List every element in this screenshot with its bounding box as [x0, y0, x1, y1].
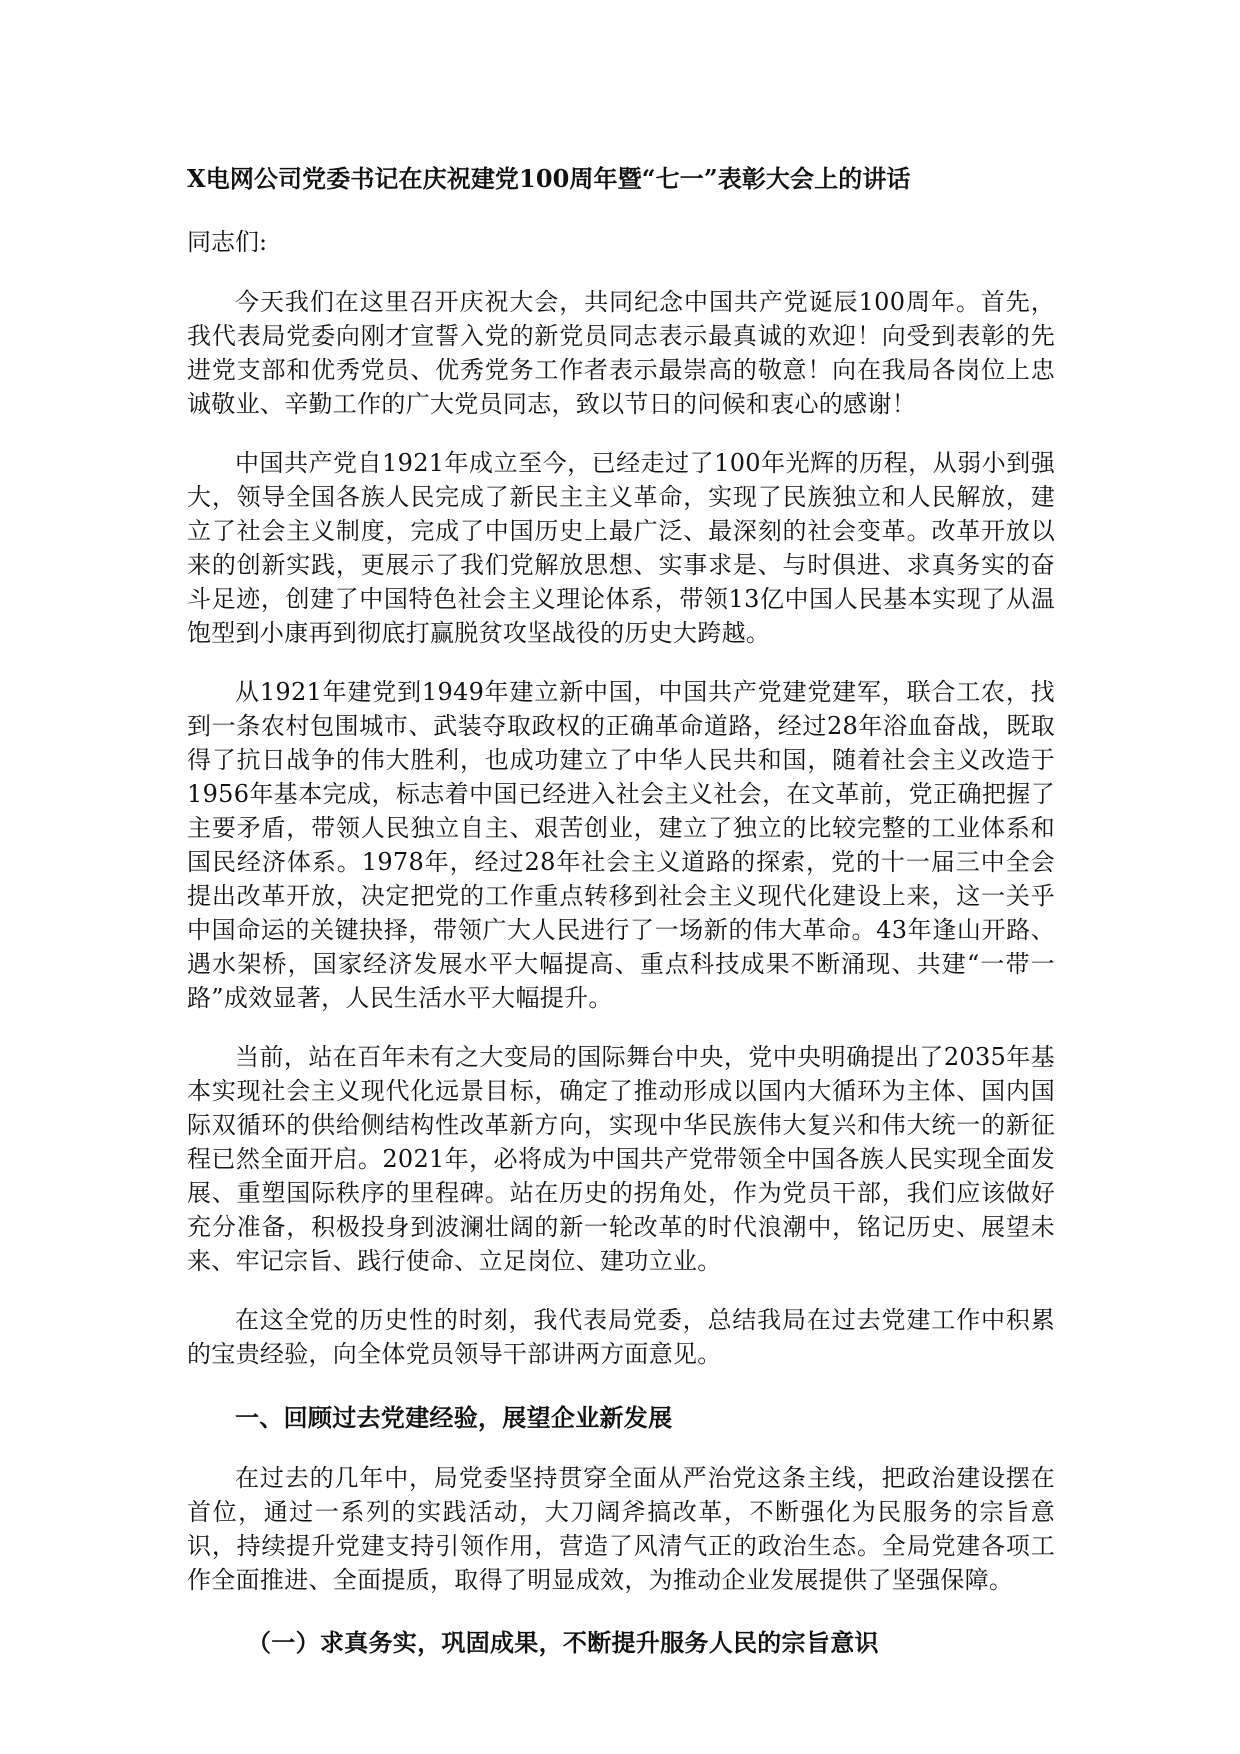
- paragraph-revolution-history: 从1921年建党到1949年建立新中国，中国共产党建党建军，联合工农，找到一条农村包围城市、武装夺取政权的正确革命道路，经过28年浴血奋战，既取得了抗日战争的伟大胜利，也成功建立了中华人民共和国，随着社会主义改造于1956年基本完成，标志着中国已经进入社会主义社会，在文革前，党正确把握了主要矛盾，带领人民独立自主、艰苦创业，建立了独立的比较完整的工业体系和国民经济体系。1978年，经过28年社会主义道路的探索，党的十一届三中全会提出改革开放，决定把党的工作重点转移到社会主义现代化建设上来，这一关乎中国命运的关键抉择，带领广大人民进行了一场新的伟大革命。43年逢山开路、遇水架桥，国家经济发展水平大幅提高、重点科技成果不断涌现、共建“一带一路”成效显著，人民生活水平大幅提升。: [187, 678, 1055, 1012]
- document-body: [187, 160, 1055, 1661]
- salutation: 同志们:: [187, 228, 268, 256]
- document-title: X电网公司党委书记在庆祝建党100周年暨“七一”表彰大会上的讲话: [187, 164, 911, 193]
- paragraph-opening: 今天我们在这里召开庆祝大会，共同纪念中国共产党诞辰100周年。首先，我代表局党委向刚才宣誓入党的新党员同志表示最真诚的欢迎！向受到表彰的先进党支部和优秀党员、优秀党务工作者表示最崇高的敬意！向在我局各岗位上忠诚敬业、辛勤工作的广大党员同志，致以节日的问候和衷心的感谢！: [187, 288, 1055, 418]
- paragraph-party-history: 中国共产党自1921年成立至今，已经走过了100年光辉的历程，从弱小到强大，领导全国各族人民完成了新民主主义革命，实现了民族独立和人民解放，建立了社会主义制度，完成了中国历史上最广泛、最深刻的社会变革。改革开放以来的创新实践，更展示了我们党解放思想、实事求是、与时俱进、求真务实的奋斗足迹，创建了中国特色社会主义理论体系，带领13亿中国人民基本实现了从温饱型到小康再到彻底打赢脱贫攻坚战役的历史大跨越。: [187, 449, 1055, 647]
- paragraph-introduction: 在这全党的历史性的时刻，我代表局党委，总结我局在过去党建工作中积累的宝贵经验，向全体党员领导干部讲两方面意见。: [187, 1306, 1055, 1368]
- subsection-heading-1: （一）求真务实，巩固成果，不断提升服务人民的宗旨意识: [247, 1628, 879, 1657]
- section-heading-1: 一、回顾过去党建经验，展望企业新发展: [235, 1403, 673, 1432]
- paragraph-section-1: 在过去的几年中，局党委坚持贯穿全面从严治党这条主线，把政治建设摆在首位，通过一系列的实践活动，大刀阔斧搞改革，不断强化为民服务的宗旨意识，持续提升党建支持引领作用，营造了风清气正的政治生态。全局党建各项工作全面推进、全面提质，取得了明显成效，为推动企业发展提供了坚强保障。: [187, 1464, 1055, 1594]
- paragraph-current-situation: 当前，站在百年未有之大变局的国际舞台中央，党中央明确提出了2035年基本实现社会主义现代化远景目标，确定了推动形成以国内大循环为主体、国内国际双循环的供给侧结构性改革新方向，实现中华民族伟大复兴和伟大统一的新征程已然全面开启。2021年，必将成为中国共产党带领全中国各族人民实现全面发展、重塑国际秩序的里程碑。站在历史的拐角处，作为党员干部，我们应该做好充分准备，积极投身到波澜壮阔的新一轮改革的时代浪潮中，铭记历史、展望未来、牢记宗旨、践行使命、立足岗位、建功立业。: [187, 1043, 1055, 1275]
